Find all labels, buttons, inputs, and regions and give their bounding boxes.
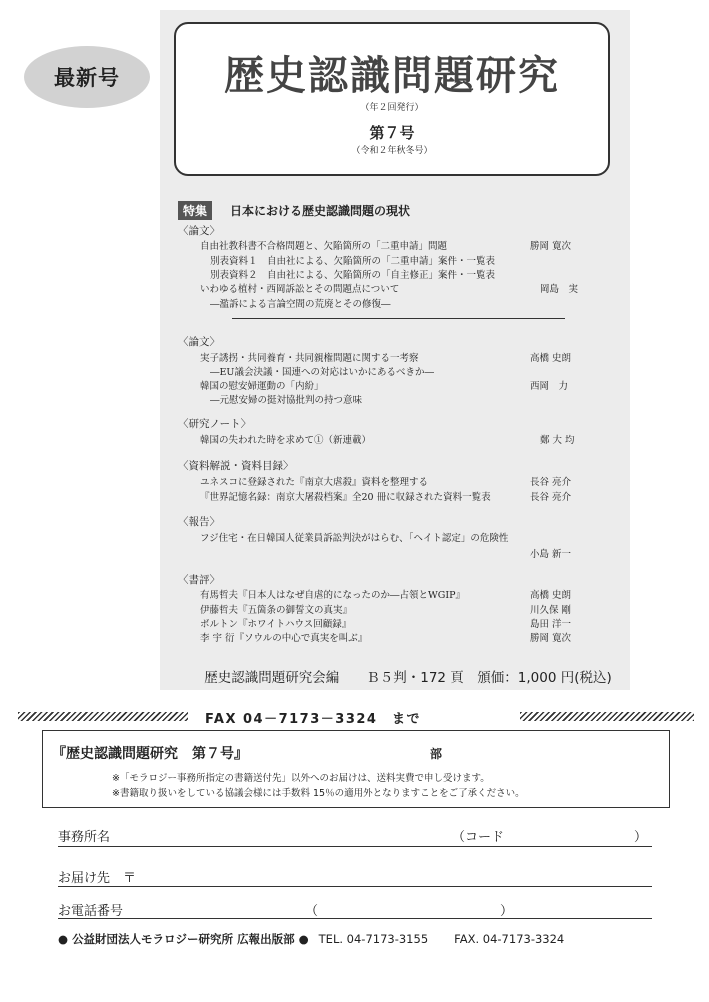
contact-row: [58, 931, 668, 947]
section-heading: 〈書評〉: [178, 574, 220, 586]
article-author: 小島 新一: [530, 549, 572, 560]
article-title: いわゆる植村・西岡訴訟とその問題点について: [200, 284, 400, 295]
stripe-divider-right: [520, 712, 694, 721]
issue-number: 第７号: [369, 124, 415, 142]
latest-issue-badge: [24, 46, 150, 108]
article-title: 『世界記憶名録：南京大屠殺档案』全20 冊に収録された資料一覧表: [200, 492, 491, 503]
article-title: フジ住宅・在日韓国人従業員訴訟判決がはらむ、「ヘイト認定」の危険性: [200, 533, 509, 544]
phone-label: お電話番号: [58, 904, 124, 919]
order-note: ※「モラロジー事務所指定の書籍送付先」以外へのお届けは、送料実費で申し受けます。: [112, 773, 490, 784]
article-author: 勝岡 寛次: [530, 241, 572, 252]
section-heading: 〈資料解説・資料目録〉: [178, 460, 294, 472]
article-subtitle: ―元慰安婦の挺対協批判の持つ意味: [210, 395, 363, 406]
article-author: 鄭 大 均: [540, 435, 575, 446]
article-title: 自由社教科書不合格問題と、欠陥箇所の「二重申請」問題: [200, 241, 448, 252]
article-title: 伊藤哲夫『五箇条の御誓文の真実』: [200, 605, 353, 616]
article-author: 長谷 亮介: [530, 477, 572, 488]
latest-issue-label: 最新号: [54, 66, 120, 90]
article-subtitle: 別表資料２ 自由社による、欠陥箇所の「自主修正」案件・一覧表: [210, 270, 496, 281]
address-label: お届け先 〒: [58, 871, 137, 886]
journal-title: 歴史認識問題研究: [224, 53, 560, 99]
article-title: ユネスコに登録された『南京大虐殺』資料を整理する: [200, 477, 429, 488]
section-heading: 〈論文〉: [178, 336, 220, 348]
article-author: 岡島 実: [540, 284, 579, 295]
contact-tel: TEL. 04-7173-3155: [318, 932, 429, 946]
office-name-label: 事務所名: [58, 830, 111, 845]
feature-divider: [232, 318, 565, 319]
contact-fax: FAX. 04-7173-3324: [454, 932, 565, 946]
article-subtitle: ―EU議会決議・国連への対応はいかにあるべきか―: [210, 367, 434, 378]
article-author: 高橋 史朗: [530, 353, 572, 364]
code-label: （コード ）: [452, 830, 648, 845]
section-heading: 〈報告〉: [178, 516, 220, 528]
article-author: 長谷 亮介: [530, 492, 572, 503]
fax-order-line: FAX 04－7173－3324 まで: [205, 712, 421, 727]
article-author: 勝岡 寛次: [530, 633, 572, 644]
section-heading: 〈論文〉: [178, 225, 220, 237]
article-subtitle: ―濫訴による言論空間の荒廃とその修復―: [210, 299, 391, 310]
article-author: 西岡 力: [530, 381, 569, 392]
office-name-field[interactable]: [58, 846, 652, 847]
address-field[interactable]: [58, 886, 652, 887]
order-unit[interactable]: 部: [430, 747, 443, 761]
stripe-divider-left: [18, 712, 188, 721]
publisher-info: 歴史認識問題研究会編 Ｂ５判・172 頁 頒価：1,000 円(税込): [204, 670, 612, 686]
issue-date: （令和２年秋冬号）: [351, 146, 433, 156]
order-note: ※書籍取り扱いをしている協議会様には手数料 15％の適用外となりますことをご了承ください。: [112, 788, 525, 799]
feature-tag: 特集: [178, 201, 212, 220]
article-title: 有馬哲夫『日本人はなぜ自虐的になったのか―占領とWGIP』: [200, 590, 465, 601]
feature-title: 日本における歴史認識問題の現状: [230, 204, 411, 218]
bullet-icon: ●: [58, 932, 69, 946]
article-author: 島田 洋一: [530, 619, 572, 630]
phone-parens: （ ）: [305, 904, 514, 919]
article-title: 韓国の慰安婦運動の「内紛」: [200, 381, 324, 392]
article-title: 韓国の失われた時を求めて①（新連載）: [200, 435, 372, 446]
publisher-org: 公益財団法人モラロジー研究所 広報出版部: [72, 932, 295, 946]
article-title: 実子誘拐・共同養育・共同親権問題に関する一考察: [200, 353, 419, 364]
article-title: ボルトン『ホワイトハウス回顧録』: [200, 619, 352, 630]
article-author: 高橋 史朗: [530, 590, 572, 601]
order-title: 『歴史認識問題研究 第７号』: [52, 746, 248, 762]
article-subtitle: 別表資料１ 自由社による、欠陥箇所の「二重申請」案件・一覧表: [210, 256, 496, 267]
phone-field[interactable]: [58, 918, 652, 919]
bullet-icon: ●: [298, 932, 309, 946]
article-author: 川久保 剛: [530, 605, 572, 616]
article-title: 李 宇 衍『ソウルの中心で真実を叫ぶ』: [200, 633, 368, 644]
publication-frequency: （年２回発行）: [360, 103, 424, 113]
section-heading: 〈研究ノート〉: [178, 418, 252, 430]
